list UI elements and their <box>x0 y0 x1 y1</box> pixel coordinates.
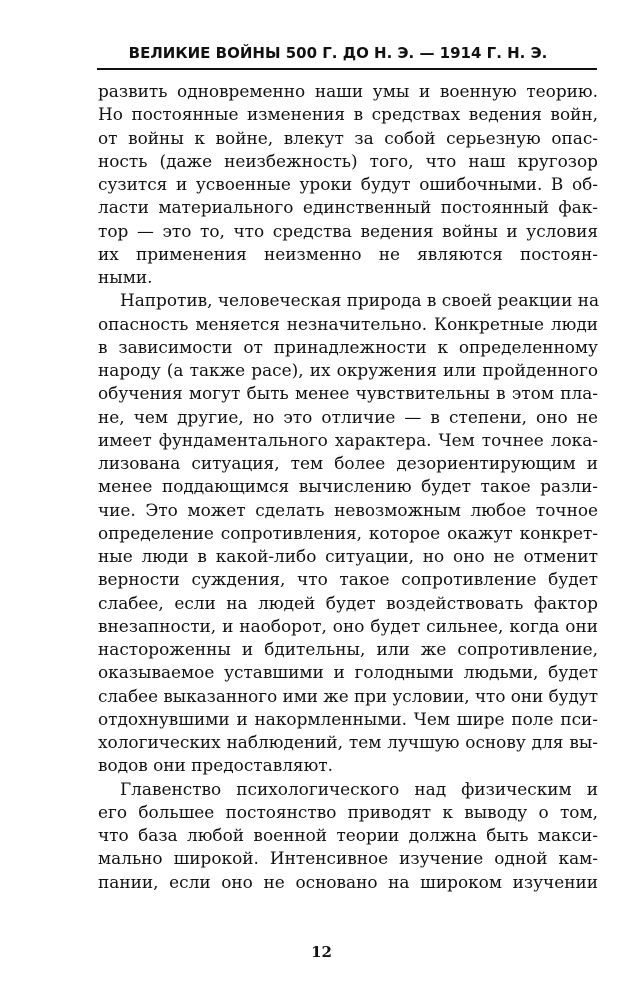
text-line: настороженны и бдительны, или же сопротивление, <box>98 639 598 659</box>
text-line: опасность меняется незначительно. Конкретные люди <box>98 313 598 334</box>
text-line: имеет фундаментального характера. Чем точнее лока- <box>98 429 598 450</box>
text-line: водов они предоставляют. <box>98 755 334 776</box>
running-title: ВЕЛИКИЕ ВОЙНЫ 500 Г. ДО Н. Э. — 1914 Г. Н. Э. <box>128 44 548 62</box>
text-line: ные люди в какой-либо ситуации, но оно не отменит <box>98 546 598 566</box>
text-line: лизована ситуация, тем более дезориентирующим и <box>98 453 598 473</box>
text-line: сузится и усвоенные уроки будут ошибочными. В об- <box>98 174 598 194</box>
text-line: Но постоянные изменения в средствах ведения войн, <box>98 104 598 125</box>
text-line: внезапности, и наоборот, оно будет сильнее, когда они <box>98 615 598 636</box>
text-line: тор — это то, что средства ведения войны и условия <box>98 220 598 241</box>
text-line: их применения неизменно не являются постоян- <box>98 243 598 264</box>
text-line: чие. Это может сделать невозможным любое точное <box>98 499 598 520</box>
text-line: слабее, если на людей будет воздействовать фактор <box>98 592 598 613</box>
paragraph-2 <box>98 289 598 777</box>
text-line: от войны к войне, влекут за собой серьезную опас- <box>98 127 598 148</box>
text-line: народу (а также расе), их окружения или пройденного <box>98 360 598 380</box>
text-line: хологических наблюдений, тем лучшую основу для вы- <box>98 732 598 752</box>
text-line: отдохнувшими и накормленными. Чем шире поле пси- <box>98 708 598 729</box>
text-line: обучения могут быть менее чувствительны в этом пла- <box>98 383 598 404</box>
text-line: слабее выказанного ими же при условии, что они будут <box>98 685 599 706</box>
text-line: не, чем другие, но это отличие — в степени, оно не <box>98 406 598 427</box>
text-line: развить одновременно наши умы и военную теорию. <box>98 81 598 101</box>
text-line: верности суждения, что такое сопротивление будет <box>98 569 598 590</box>
text-line: определение сопротивления, которое окажут конкрет- <box>98 522 598 543</box>
text-line: Напротив, человеческая природа в своей реакции на <box>120 290 600 311</box>
text-line: оказываемое уставшими и голодными людьми, будет <box>98 662 598 683</box>
header-rule <box>97 68 597 70</box>
page-number: 12 <box>311 943 332 961</box>
text-line: мально широкой. Интенсивное изучение одной кам- <box>98 848 598 869</box>
body-text <box>98 80 598 894</box>
text-line: менее поддающимся вычислению будет такое разли- <box>98 476 598 497</box>
text-line: пании, если оно не основано на широком изучении <box>98 871 598 892</box>
text-line: ласти материального единственный постоянный фак- <box>98 197 598 218</box>
text-line: что база любой военной теории должна быть макси- <box>98 825 598 845</box>
paragraph-1 <box>98 80 598 289</box>
text-line: его большее постоянство приводят к выводу о том, <box>98 801 598 822</box>
text-line: Главенство психологического над физическим и <box>120 778 598 799</box>
paragraph-3 <box>98 778 598 894</box>
text-line: в зависимости от принадлежности к определенному <box>98 336 598 357</box>
text-line: ными. <box>98 267 153 287</box>
text-line: ность (даже неизбежность) того, что наш кругозор <box>98 150 598 171</box>
